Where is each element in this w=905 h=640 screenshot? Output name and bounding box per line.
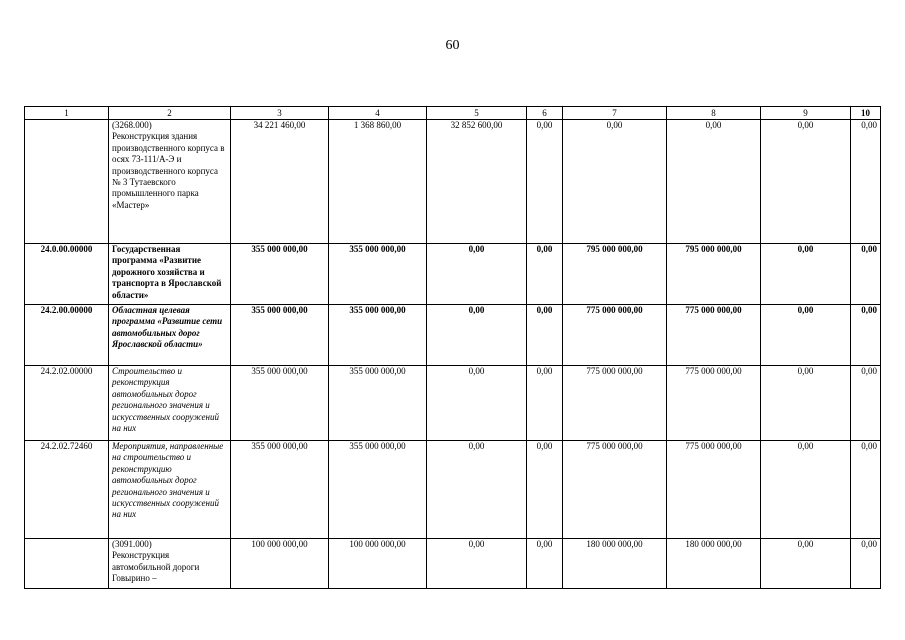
table-row xyxy=(25,305,881,366)
row-col3: 355 000 000,00 xyxy=(231,244,329,305)
row-col4: 355 000 000,00 xyxy=(329,366,427,441)
row-col5: 0,00 xyxy=(427,305,527,366)
row-col3: 100 000 000,00 xyxy=(231,539,329,589)
row-col10: 0,00 xyxy=(851,244,881,305)
row-col4: 355 000 000,00 xyxy=(329,244,427,305)
row-col6: 0,00 xyxy=(527,244,563,305)
row-col9: 0,00 xyxy=(761,120,851,244)
row-col4: 100 000 000,00 xyxy=(329,539,427,589)
row-col10: 0,00 xyxy=(851,305,881,366)
row-col8: 795 000 000,00 xyxy=(667,244,761,305)
row-code: 24.0.00.00000 xyxy=(25,244,109,305)
row-col8: 775 000 000,00 xyxy=(667,305,761,366)
row-col10: 0,00 xyxy=(851,441,881,539)
row-col6: 0,00 xyxy=(527,539,563,589)
header-row xyxy=(25,107,881,120)
col-header-7: 7 xyxy=(563,107,667,120)
row-col7: 0,00 xyxy=(563,120,667,244)
row-col7: 180 000 000,00 xyxy=(563,539,667,589)
table-row xyxy=(25,366,881,441)
row-col3: 355 000 000,00 xyxy=(231,366,329,441)
row-name: (3091.000) Реконструкция автомобильной дороги Говырино – xyxy=(109,539,231,589)
row-col7: 775 000 000,00 xyxy=(563,441,667,539)
row-col3: 355 000 000,00 xyxy=(231,441,329,539)
row-col3: 34 221 460,00 xyxy=(231,120,329,244)
row-col5: 0,00 xyxy=(427,441,527,539)
row-col10: 0,00 xyxy=(851,366,881,441)
row-col6: 0,00 xyxy=(527,366,563,441)
page-number: 60 xyxy=(445,38,460,53)
row-col5: 0,00 xyxy=(427,366,527,441)
row-code xyxy=(25,120,109,244)
col-header-8: 8 xyxy=(667,107,761,120)
row-col3: 355 000 000,00 xyxy=(231,305,329,366)
row-col5: 32 852 600,00 xyxy=(427,120,527,244)
row-col9: 0,00 xyxy=(761,244,851,305)
row-name: Государственная программа «Развитие дорожного хозяйства и транспорта в Ярославской области» xyxy=(109,244,231,305)
budget-table xyxy=(24,106,881,589)
row-code xyxy=(25,539,109,589)
row-col4: 355 000 000,00 xyxy=(329,441,427,539)
row-col6: 0,00 xyxy=(527,120,563,244)
col-header-2: 2 xyxy=(109,107,231,120)
row-col5: 0,00 xyxy=(427,244,527,305)
row-col8: 180 000 000,00 xyxy=(667,539,761,589)
row-code: 24.2.00.00000 xyxy=(25,305,109,366)
table-row xyxy=(25,244,881,305)
row-name: Областная целевая программа «Развитие сети автомобильных дорог Ярославской области» xyxy=(109,305,231,366)
row-name: Строительство и реконструкция автомобильных дорог регионального значения и искусственных сооружений на них xyxy=(109,366,231,441)
row-col8: 775 000 000,00 xyxy=(667,366,761,441)
col-header-3: 3 xyxy=(231,107,329,120)
row-col7: 775 000 000,00 xyxy=(563,305,667,366)
row-col9: 0,00 xyxy=(761,366,851,441)
row-col9: 0,00 xyxy=(761,305,851,366)
table-row xyxy=(25,539,881,589)
table-row xyxy=(25,441,881,539)
col-header-10: 10 xyxy=(851,107,881,120)
col-header-4: 4 xyxy=(329,107,427,120)
row-name: Мероприятия, направленные на строительство и реконструкцию автомобильных дорог регионального значения и искусственных сооружений на них xyxy=(109,441,231,539)
table-row xyxy=(25,120,881,244)
row-col10: 0,00 xyxy=(851,120,881,244)
row-col6: 0,00 xyxy=(527,441,563,539)
row-col8: 775 000 000,00 xyxy=(667,441,761,539)
col-header-9: 9 xyxy=(761,107,851,120)
col-header-5: 5 xyxy=(427,107,527,120)
row-col8: 0,00 xyxy=(667,120,761,244)
row-col7: 795 000 000,00 xyxy=(563,244,667,305)
row-code: 24.2.02.72460 xyxy=(25,441,109,539)
row-col5: 0,00 xyxy=(427,539,527,589)
row-col6: 0,00 xyxy=(527,305,563,366)
col-header-6: 6 xyxy=(527,107,563,120)
row-code: 24.2.02.00000 xyxy=(25,366,109,441)
col-header-1: 1 xyxy=(25,107,109,120)
row-name: (3268.000) Реконструкция здания производственного корпуса в осях 73-111/А-Э и производственного корпуса № 3 Тутаевского промышленного парка «Мастер» xyxy=(109,120,231,244)
row-col9: 0,00 xyxy=(761,539,851,589)
row-col7: 775 000 000,00 xyxy=(563,366,667,441)
row-col4: 1 368 860,00 xyxy=(329,120,427,244)
row-col4: 355 000 000,00 xyxy=(329,305,427,366)
row-col9: 0,00 xyxy=(761,441,851,539)
row-col10: 0,00 xyxy=(851,539,881,589)
